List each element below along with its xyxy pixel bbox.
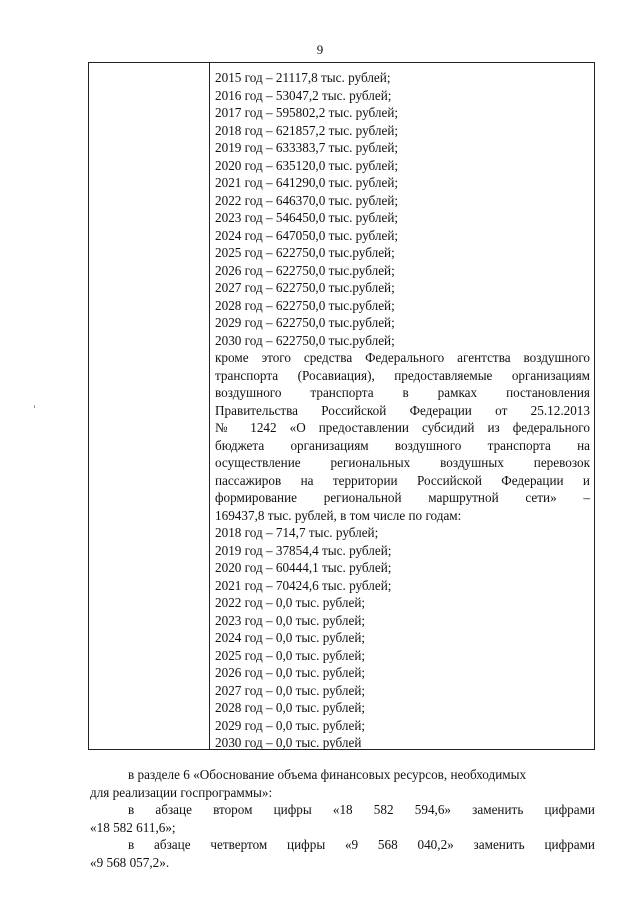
year-line: 2019 год – 37854,4 тыс. рублей;	[215, 542, 392, 558]
paragraph-line: воздушного транспорта в рамках постановления	[215, 385, 590, 400]
paragraph-line: транспорта (Росавиация), предоставляемые организациям	[215, 367, 590, 383]
year-line: 2027 год – 0,0 тыс. рублей;	[215, 682, 366, 698]
year-line: 2028 год – 622750,0 тыс.рублей;	[215, 297, 395, 313]
funding-table	[88, 62, 595, 750]
section-line-2: для реализации госпрограммы»:	[90, 784, 273, 800]
item2-line-2: «9 568 057,2».	[90, 854, 170, 870]
paragraph-line: 169437,8 тыс. рублей, в том числе по годам:	[215, 507, 462, 523]
paragraph-line: Правительства Российской Федерации от 25.12.2013	[215, 402, 590, 418]
year-list-subsidies	[215, 524, 590, 752]
paragraph-line: кроме этого средства Федерального агентства воздушного	[215, 350, 590, 365]
year-line: 2029 год – 0,0 тыс. рублей;	[215, 717, 366, 733]
year-line: 2024 год – 0,0 тыс. рублей;	[215, 630, 366, 645]
rosaviatsiya-paragraph	[215, 349, 590, 524]
paragraph-line: осуществление региональных воздушных перевозок	[215, 455, 590, 470]
year-line: 2022 год – 0,0 тыс. рублей;	[215, 595, 366, 610]
year-line: 2030 год – 622750,0 тыс.рублей;	[215, 332, 395, 348]
year-line: 2024 год – 647050,0 тыс. рублей;	[215, 227, 399, 243]
paragraph-line: № 1242 «О предоставлении субсидий из федерального	[215, 420, 590, 435]
year-list-main	[215, 69, 590, 349]
year-line: 2022 год – 646370,0 тыс. рублей;	[215, 192, 399, 208]
year-line: 2017 год – 595802,2 тыс. рублей;	[215, 105, 399, 120]
item2-line-1: в абзаце четвертом цифры «9 568 040,2» заменить цифрами	[128, 837, 595, 852]
year-line: 2023 год – 0,0 тыс. рублей;	[215, 612, 366, 628]
year-line: 2023 год – 546450,0 тыс. рублей;	[215, 210, 399, 225]
year-line: 2021 год – 70424,6 тыс. рублей;	[215, 577, 392, 593]
section-line-1: в разделе 6 «Обоснование объема финансовых ресурсов, необходимых	[128, 767, 527, 782]
year-line: 2019 год – 633383,7 тыс. рублей;	[215, 140, 399, 155]
item1-line-1: в абзаце втором цифры «18 582 594,6» заменить цифрами	[128, 802, 595, 817]
year-line: 2025 год – 622750,0 тыс.рублей;	[215, 245, 395, 260]
year-line: 2028 год – 0,0 тыс. рублей;	[215, 700, 366, 715]
year-line: 2025 год – 0,0 тыс. рублей;	[215, 647, 366, 663]
amendment-text	[90, 766, 595, 871]
year-line: 2016 год – 53047,2 тыс. рублей;	[215, 87, 392, 103]
paragraph-line: формирование региональной маршрутной сети» –	[215, 490, 590, 505]
year-line: 2018 год – 621857,2 тыс. рублей;	[215, 122, 399, 138]
column-divider	[209, 63, 210, 749]
year-line: 2026 год – 0,0 тыс. рублей;	[215, 665, 366, 680]
year-line: 2020 год – 60444,1 тыс. рублей;	[215, 560, 392, 575]
year-line: 2018 год – 714,7 тыс. рублей;	[215, 525, 379, 540]
year-line: 2020 год – 635120,0 тыс. рублей;	[215, 157, 399, 173]
item1-line-2: «18 582 611,6»;	[90, 819, 176, 835]
page-number: 9	[316, 42, 324, 57]
paragraph-line: пассажиров на территории Российской Федерации и	[215, 472, 590, 488]
year-line: 2027 год – 622750,0 тыс.рублей;	[215, 280, 395, 295]
paragraph-line: бюджета организациям воздушного транспорта на	[215, 437, 590, 453]
year-line: 2021 год – 641290,0 тыс. рублей;	[215, 175, 399, 190]
funding-cell	[215, 69, 590, 752]
year-line: 2029 год – 622750,0 тыс.рублей;	[215, 315, 395, 330]
year-line: 2015 год – 21117,8 тыс. рублей;	[215, 70, 391, 85]
margin-mark	[34, 405, 35, 408]
year-line: 2030 год – 0,0 тыс. рублей	[215, 735, 362, 750]
year-line: 2026 год – 622750,0 тыс.рублей;	[215, 262, 395, 278]
